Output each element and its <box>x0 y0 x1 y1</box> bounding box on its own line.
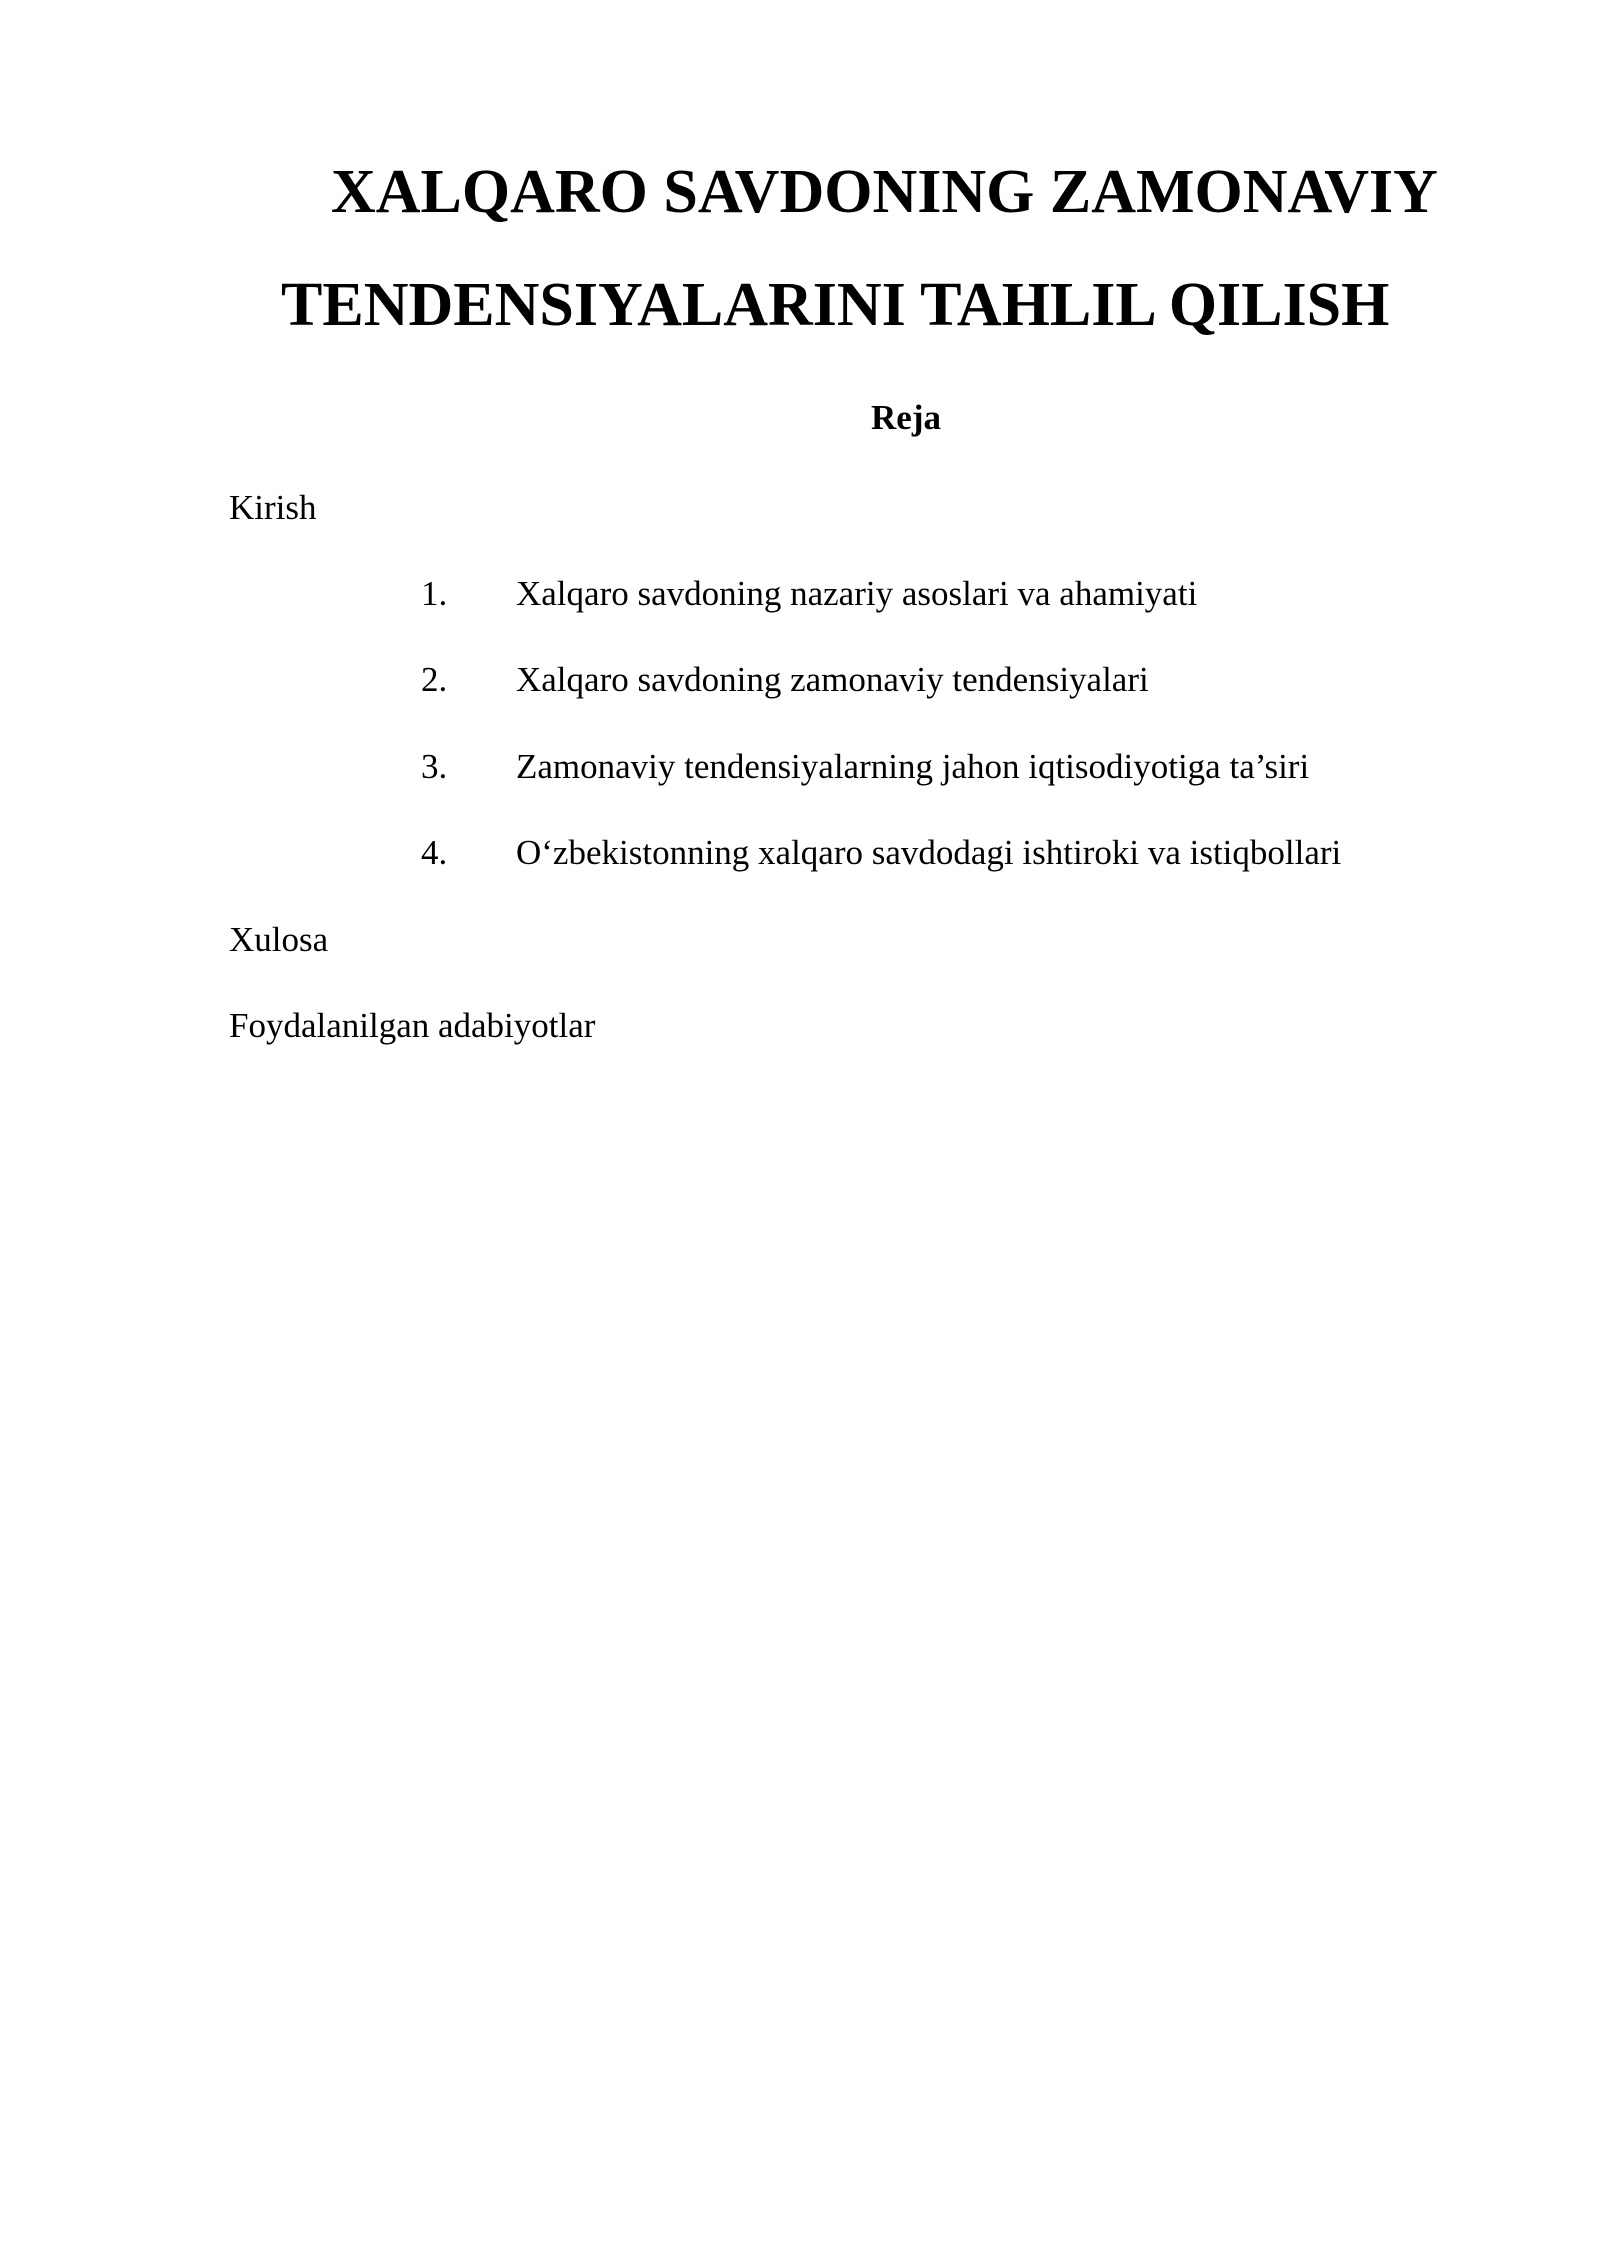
plan-item-text: O‘zbekistonning xalqaro savdodagi ishtiroki va istiqbollari <box>516 833 1342 872</box>
document-title-line-2: TENDENSIYALARINI TAHLIL QILISH <box>281 271 1390 339</box>
plan-item-text: Xalqaro savdoning nazariy asoslari va ahamiyati <box>516 574 1198 613</box>
document-title-line-1: XALQARO SAVDONING ZAMONAVIY <box>331 158 1438 226</box>
plan-item-text: Zamonaviy tendensiyalarning jahon iqtisodiyotiga ta’siri <box>516 747 1310 786</box>
plan-heading: Reja <box>871 398 941 437</box>
intro-entry: Kirish <box>229 488 317 527</box>
plan-item-number: 4. <box>421 833 448 872</box>
plan-item-number: 2. <box>421 660 448 699</box>
conclusion-entry: Xulosa <box>229 920 329 959</box>
plan-item-text: Xalqaro savdoning zamonaviy tendensiyalari <box>516 660 1149 699</box>
plan-item-number: 1. <box>421 574 448 613</box>
plan-item-number: 3. <box>421 747 448 786</box>
references-entry: Foydalanilgan adabiyotlar <box>229 1006 596 1045</box>
